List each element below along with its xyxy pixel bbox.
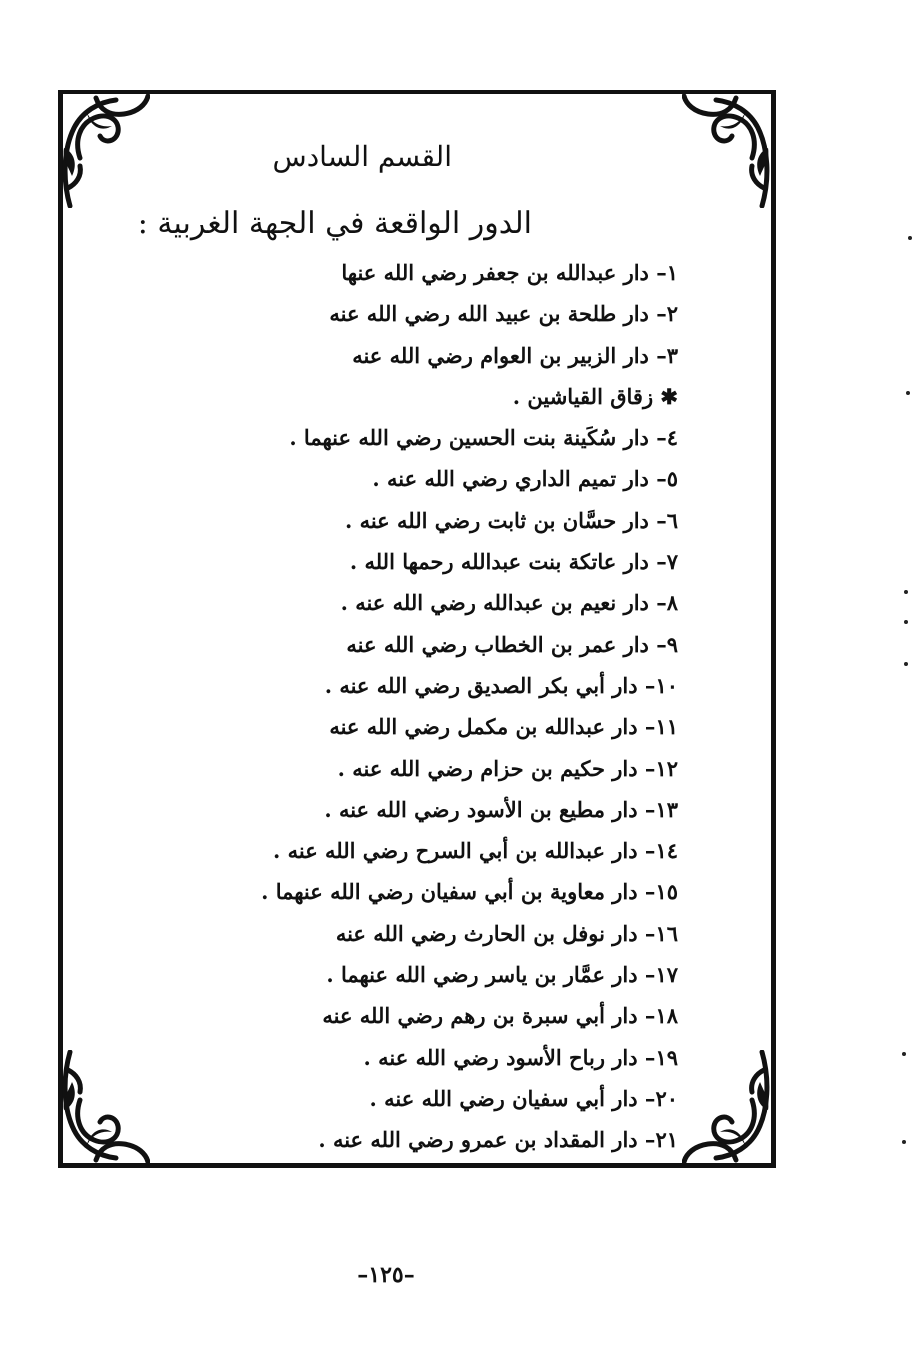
- corner-ornament-top-right-icon: [682, 88, 776, 208]
- section-subtitle: الدور الواقعة في الجهة الغربية :: [137, 206, 532, 241]
- list-item: ٢١– دار المقداد بن عمرو رضي الله عنه .: [318, 1127, 678, 1153]
- list-item: ١٣– دار مطيع بن الأسود رضي الله عنه .: [324, 796, 678, 822]
- corner-ornament-top-left-icon: [56, 88, 150, 208]
- list-item: ٨– دار نعيم بن عبدالله رضي الله عنه .: [340, 590, 678, 616]
- scan-speck: [902, 1140, 906, 1144]
- house-list: [218, 252, 678, 1161]
- list-item: ١٩– دار رباح الأسود رضي الله عنه .: [363, 1044, 678, 1070]
- page-number: –١٢٥–: [357, 1262, 415, 1288]
- list-item: ١– دار عبدالله بن جعفر رضي الله عنها: [341, 260, 678, 285]
- list-item: ٢– دار طلحة بن عبيد الله رضي الله عنه: [329, 301, 678, 327]
- corner-ornament-bottom-right-icon: [682, 1050, 776, 1170]
- list-item: ١٦– دار نوفل بن الحارث رضي الله عنه: [335, 920, 678, 946]
- list-item: ١٢– دار حكيم بن حزام رضي الله عنه .: [337, 755, 678, 781]
- list-item: ١٥– دار معاوية بن أبي سفيان رضي الله عنهما .: [261, 879, 678, 905]
- list-item: ١٠– دار أبي بكر الصديق رضي الله عنه .: [324, 672, 678, 698]
- list-item: ٢٠– دار أبي سفيان رضي الله عنه .: [369, 1085, 678, 1111]
- scan-speck: [908, 236, 912, 240]
- list-item: ٣– دار الزبير بن العوام رضي الله عنه: [352, 342, 678, 368]
- scan-speck: [904, 620, 908, 624]
- scan-speck: [906, 391, 910, 395]
- list-item: ٩– دار عمر بن الخطاب رضي الله عنه: [346, 631, 678, 657]
- list-item: ١٧– دار عمَّار بن ياسر رضي الله عنهما .: [326, 962, 678, 988]
- list-item: ٦– دار حسَّان بن ثابت رضي الله عنه .: [344, 507, 678, 533]
- section-title: القسم السادس: [272, 140, 452, 173]
- list-item: ١٤– دار عبدالله بن أبي السرح رضي الله عنه .: [272, 838, 678, 864]
- list-item: ٥– دار تميم الداري رضي الله عنه .: [372, 466, 678, 492]
- scan-speck: [904, 662, 908, 666]
- list-item: ١٨– دار أبي سبرة بن رهم رضي الله عنه: [322, 1003, 678, 1029]
- scan-speck: [904, 590, 908, 594]
- list-item: ١١– دار عبدالله بن مكمل رضي الله عنه: [329, 714, 678, 740]
- corner-ornament-bottom-left-icon: [56, 1050, 150, 1170]
- list-item: ✱ زقاق القياشين .: [512, 383, 678, 409]
- list-item: ٧– دار عاتكة بنت عبدالله رحمها الله .: [349, 549, 678, 575]
- scan-speck: [902, 1052, 906, 1056]
- list-item: ٤– دار سُكَينة بنت الحسين رضي الله عنهما .: [289, 425, 678, 451]
